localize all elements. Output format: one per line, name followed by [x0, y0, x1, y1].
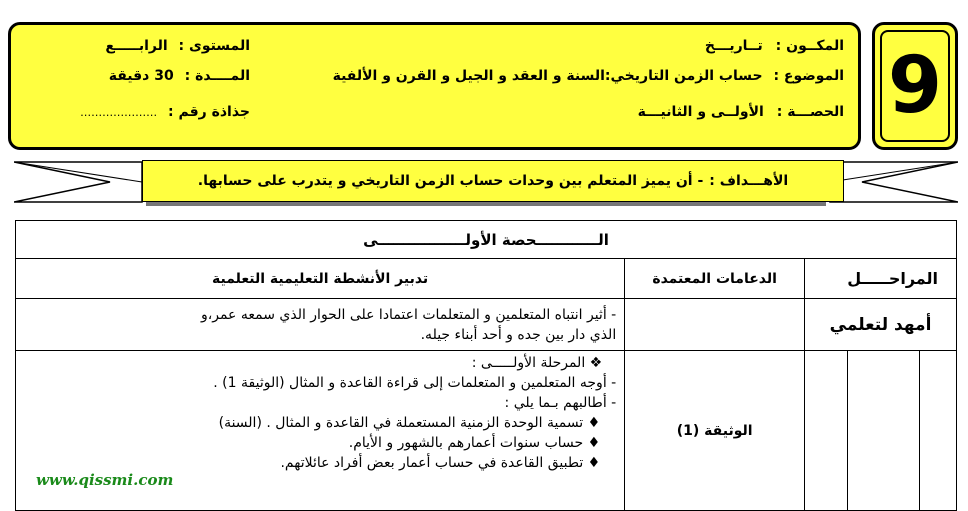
stages-header: المراحـــــل: [805, 259, 957, 299]
sheet-label: جذاذة رقم :: [168, 104, 250, 120]
duration-value: 30 دقيقة: [108, 68, 174, 84]
activity-row1-line2: الذي دار بين جده و أحد أبناء جيله.: [420, 326, 617, 343]
support-cell-row1: [625, 299, 805, 351]
activity-row1-line1: - أثير انتباه المتعلمين و المتعلمات اعتمادا على الحوار الذي سمعه عمر،و: [200, 306, 617, 323]
activity-row2-line2: - أطالبهم بـما يلي :: [504, 395, 617, 411]
lesson-number-box: [872, 22, 958, 150]
session-value: الأولــى و الثانيـــة: [637, 104, 764, 120]
activity-row2-line3: ♦ تسمية الوحدة الزمنية المستعملة في القاعدة و المثال . (السنة): [218, 415, 601, 431]
sheet-line: [80, 104, 250, 120]
activity-row2-line4: ♦ حساب سنوات أعمارهم بالشهور و الأيام.: [348, 435, 601, 451]
stage-subcolumn-divider: [919, 351, 920, 510]
lesson-table: [15, 220, 957, 511]
component-line: [705, 38, 844, 54]
activity-cell-row1: [16, 299, 625, 351]
level-label: المستوى :: [178, 38, 250, 54]
activity-row2-line1: - أوجه المتعلمين و المتعلمات إلى قراءة القاعدة و المثال (الوثيقة 1) .: [213, 375, 617, 391]
subject-value: حساب الزمن التاريخي:السنة و العقد و الجيل و القرن و الألفية: [332, 68, 763, 84]
session-line: [638, 104, 844, 120]
stage-cell-row2: [805, 351, 957, 511]
phase-one-title: ❖ المرحلة الأولـــــى :: [471, 355, 603, 371]
component-value: تــاريـــخ: [704, 38, 763, 54]
table-row: [16, 299, 957, 351]
lesson-number: 9: [887, 41, 943, 131]
support-document-1: الوثيقة (1): [625, 351, 805, 511]
session-label: الحصـــة :: [776, 104, 844, 120]
objective-banner: [142, 160, 844, 202]
level-value: الرابـــــع: [105, 38, 168, 54]
duration-line: [109, 68, 250, 84]
stage-subcolumn-divider: [847, 351, 848, 510]
subject-line: [333, 68, 844, 84]
activity-row2-line5: ♦ تطبيق القاعدة في حساب أعمار بعض أفراد عائلاتهم.: [280, 455, 601, 471]
activities-header: تدبير الأنشطة التعليمية التعلمية: [16, 259, 625, 299]
site-watermark: www.qissmi.com: [36, 471, 174, 489]
objective-label: الأهـــداف :: [709, 173, 789, 189]
session-title: الــــــــــــحصة الأولـــــــــــــــــى: [16, 221, 957, 259]
level-line: [105, 38, 250, 54]
table-header-row: [16, 259, 957, 299]
sheet-value: …………………: [80, 106, 158, 119]
component-label: المكــون :: [775, 38, 844, 54]
session-title-row: [16, 221, 957, 259]
subject-label: الموضوع :: [773, 68, 844, 84]
objective-text: - أن يميز المتعلم بين وحدات حساب الزمن التاريخي و يتدرب على حسابها.: [197, 173, 704, 189]
duration-label: المــــدة :: [184, 68, 250, 84]
lesson-number-inner-frame: [880, 30, 950, 142]
stage-warmup: أمهد لتعلمي: [805, 299, 957, 351]
supports-header: الدعامات المعتمدة: [625, 259, 805, 299]
